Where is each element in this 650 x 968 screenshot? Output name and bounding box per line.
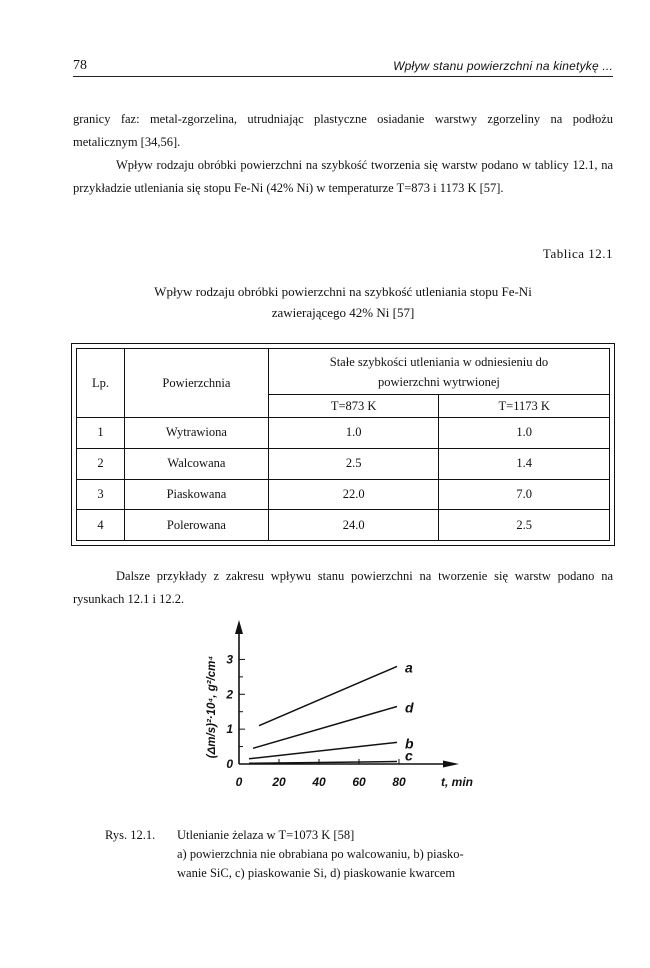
series-label-b: b	[405, 735, 414, 752]
series-line-d	[253, 706, 397, 748]
y-tick-label: 0	[226, 757, 233, 771]
cell-surface: Polerowana	[124, 510, 268, 541]
oxidation-chart	[197, 618, 477, 808]
paragraph-intro	[73, 108, 613, 200]
y-tick-label: 2	[226, 687, 233, 702]
figure-caption	[105, 826, 575, 883]
cell-lp: 4	[77, 510, 125, 541]
table-caption-line1: Wpływ rodzaju obróbki powierzchni na szybkość utleniania stopu Fe-Ni	[154, 284, 532, 299]
figure-desc-line1: a) powierzchnia nie obrabiana po walcowaniu, b) piasko-	[177, 847, 464, 861]
cell-t873: 22.0	[268, 479, 439, 510]
running-title: Wpływ stanu powierzchni na kinetykę ...	[393, 59, 613, 73]
table-caption	[73, 281, 613, 323]
cell-surface: Wytrawiona	[124, 418, 268, 449]
paragraph-intro-line1: granicy faz: metal-zgorzelina, utrudniając plastyczne osiadanie warstwy zgorzeliny na podłożu metalicznym [34,56].	[73, 112, 613, 149]
y-tick-label: 3	[226, 652, 233, 667]
table-label: Tablica 12.1	[542, 246, 613, 261]
y-axis-label: (Δm/s)²·10⁴, g²/cm⁴	[206, 655, 218, 759]
header-rate-group: Stałe szybkości utleniania w odniesieniu do powierzchni wytrwionej	[268, 349, 609, 395]
paragraph-followup	[73, 565, 613, 611]
paragraph-intro-line2: Wpływ rodzaju obróbki powierzchni na szybkość tworzenia się warstw podano w tablicy 12.1, na przykładzie utleniania się stopu Fe-Ni (42% Ni) w temperaturze T=873 i 1173 K [57].	[73, 158, 613, 195]
cell-t1173: 7.0	[439, 479, 610, 510]
header-t1173: T=1173 K	[439, 395, 610, 418]
figure-label: Rys. 12.1.	[105, 828, 156, 842]
x-tick-label: 40	[312, 775, 326, 789]
cell-t873: 1.0	[268, 418, 439, 449]
series-label-a: a	[405, 659, 413, 676]
y-tick-label: 1	[226, 722, 233, 737]
cell-t873: 2.5	[268, 448, 439, 479]
x-axis-label: t, min	[441, 775, 473, 789]
figure-chart	[197, 618, 477, 808]
paragraph-followup-text: Dalsze przykłady z zakresu wpływu stanu powierzchni na tworzenie się warstw podano na rysunkach 12.1 i 12.2.	[73, 569, 613, 606]
figure-desc-line2: wanie SiC, c) piaskowanie Si, d) piaskowanie kwarcem	[177, 866, 456, 880]
cell-t873: 24.0	[268, 510, 439, 541]
x-axis-arrow	[443, 761, 459, 768]
figure-title: Utlenianie żelaza w T=1073 K [58]	[177, 828, 355, 842]
cell-lp: 2	[77, 448, 125, 479]
x-tick-label: 60	[352, 775, 366, 789]
cell-t1173: 2.5	[439, 510, 610, 541]
page-header	[73, 56, 613, 77]
header-lp: Lp.	[77, 349, 125, 418]
cell-lp: 1	[77, 418, 125, 449]
y-axis-arrow	[235, 620, 243, 634]
x-tick-label: 0	[235, 775, 243, 789]
cell-lp: 3	[77, 479, 125, 510]
header-t873: T=873 K	[268, 395, 439, 418]
page-number: 78	[73, 58, 87, 73]
series-label-c: c	[405, 747, 413, 764]
cell-t1173: 1.4	[439, 448, 610, 479]
table-frame	[71, 343, 615, 546]
x-tick-label: 80	[392, 775, 406, 789]
x-tick-label: 20	[272, 775, 286, 789]
series-label-d: d	[405, 699, 414, 716]
series-line-b	[249, 742, 397, 758]
table-row	[77, 448, 610, 479]
cell-t1173: 1.0	[439, 418, 610, 449]
series-line-c	[249, 762, 397, 764]
cell-surface: Piaskowana	[124, 479, 268, 510]
oxidation-rate-table	[76, 348, 610, 541]
table-row	[77, 418, 610, 449]
table-caption-line2: zawierającego 42% Ni [57]	[271, 305, 415, 320]
table-row	[77, 510, 610, 541]
table-row	[77, 479, 610, 510]
series-line-a	[259, 666, 397, 725]
cell-surface: Walcowana	[124, 448, 268, 479]
header-surface: Powierzchnia	[124, 349, 268, 418]
